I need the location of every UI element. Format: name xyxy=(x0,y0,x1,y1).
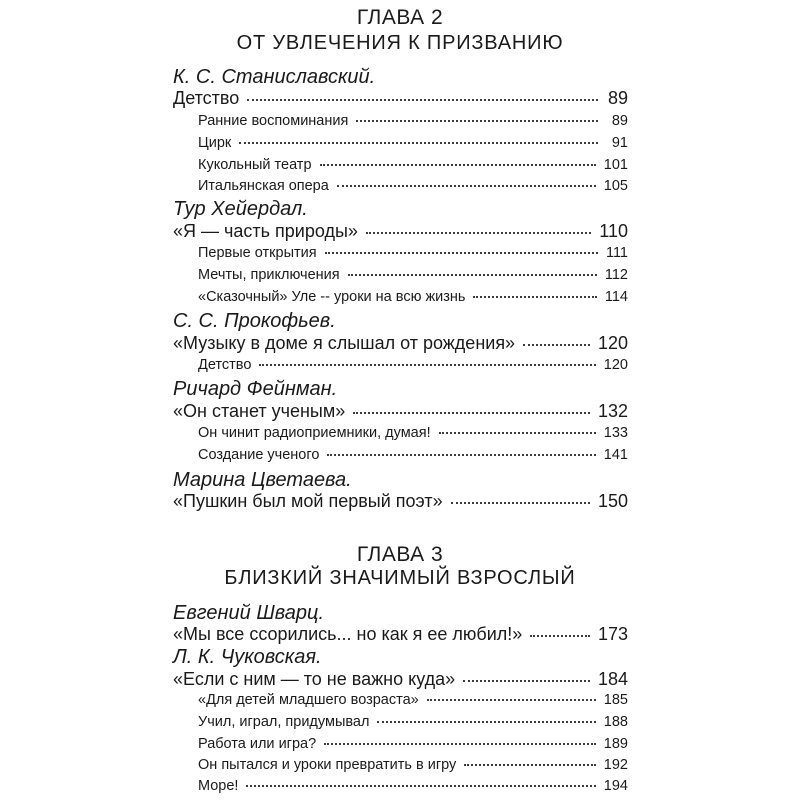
dot-leader xyxy=(325,252,598,254)
toc-entry xyxy=(173,88,628,109)
toc-subentry xyxy=(198,447,628,463)
chapter-title: БЛИЗКИЙ ЗНАЧИМЫЙ ВЗРОСЛЫЙ xyxy=(224,567,576,589)
entry-title: Мечты, приключения xyxy=(198,267,340,283)
entry-title: «Он станет ученым» xyxy=(173,401,346,421)
entry-page: 141 xyxy=(603,447,628,463)
chapter-number: ГЛАВА 3 xyxy=(356,543,444,566)
toc-subentry xyxy=(198,714,628,730)
entry-page: 194 xyxy=(603,778,628,794)
entry-title: Первые открытия xyxy=(198,245,317,261)
entry-title: «Если с ним — то не важно куда» xyxy=(173,669,456,689)
dot-leader xyxy=(348,274,597,276)
chapter-number: ГЛАВА 2 xyxy=(356,6,444,29)
entry-title: Море! xyxy=(198,778,239,794)
entry-title: Создание ученого xyxy=(198,447,320,463)
entry-page: 89 xyxy=(607,88,628,108)
toc-subentry xyxy=(198,357,628,373)
entry-page: 110 xyxy=(599,221,628,241)
entry-page: 101 xyxy=(603,157,628,173)
entry-page: 192 xyxy=(603,757,628,773)
toc-subentry xyxy=(198,778,628,794)
toc-subentry xyxy=(198,245,628,261)
entry-page: 189 xyxy=(603,736,628,752)
entry-page: 132 xyxy=(597,401,628,421)
entry-page: 184 xyxy=(597,669,628,689)
dot-leader xyxy=(356,120,598,122)
toc-subentry xyxy=(198,692,628,708)
entry-page: 150 xyxy=(597,491,628,511)
entry-page: 105 xyxy=(603,178,628,194)
entry-title: «Я — часть природы» xyxy=(173,221,358,241)
toc-subentry xyxy=(198,289,628,305)
entry-title: Детство xyxy=(173,88,240,108)
entry-title: «Сказочный» Уле -- уроки на всю жизнь xyxy=(198,289,466,305)
toc-subentry xyxy=(198,113,628,129)
entry-title: «Музыку в доме я слышал от рождения» xyxy=(173,333,516,353)
section-author: Л. К. Чуковская. xyxy=(173,646,322,668)
dot-leader xyxy=(439,432,596,434)
entry-title: «Для детей младшего возраста» xyxy=(198,692,419,708)
dot-leader xyxy=(464,764,596,766)
dot-leader xyxy=(463,680,590,682)
entry-page: 133 xyxy=(603,425,628,441)
dot-leader xyxy=(523,344,590,346)
entry-title: «Пушкин был мой первый поэт» xyxy=(173,491,443,511)
dot-leader xyxy=(247,99,598,101)
dot-leader xyxy=(427,699,596,701)
dot-leader xyxy=(366,232,591,234)
section-author: К. С. Станиславский. xyxy=(173,66,376,88)
dot-leader xyxy=(451,502,590,504)
dot-leader xyxy=(259,364,595,366)
toc-subentry xyxy=(198,135,628,151)
entry-page: 114 xyxy=(604,289,628,305)
entry-title: Детство xyxy=(198,357,252,373)
entry-page: 89 xyxy=(611,113,628,129)
toc-subentry xyxy=(198,425,628,441)
section-author: Тур Хейердал. xyxy=(173,198,308,220)
entry-title: Кукольный театр xyxy=(198,157,312,173)
dot-leader xyxy=(337,185,596,187)
entry-page: 112 xyxy=(604,267,628,283)
toc-subentry xyxy=(198,736,628,752)
section-author: Евгений Шварц. xyxy=(173,602,324,624)
dot-leader xyxy=(353,412,590,414)
entry-page: 111 xyxy=(605,245,628,261)
dot-leader xyxy=(530,635,590,637)
entry-title: Работа или игра? xyxy=(198,736,317,752)
chapter-title: ОТ УВЛЕЧЕНИЯ К ПРИЗВАНИЮ xyxy=(236,32,564,54)
entry-title: Ранние воспоминания xyxy=(198,113,349,129)
toc-entry xyxy=(173,221,628,242)
dot-leader xyxy=(320,164,596,166)
dot-leader xyxy=(324,743,596,745)
toc-subentry xyxy=(198,267,628,283)
dot-leader xyxy=(473,296,596,298)
entry-title: Итальянская опера xyxy=(198,178,329,194)
section-author: Ричард Фейнман. xyxy=(173,378,338,400)
toc-entry xyxy=(173,491,628,512)
toc-entry xyxy=(173,669,628,690)
entry-page: 185 xyxy=(603,692,628,708)
toc-entry xyxy=(173,401,628,422)
entry-page: 173 xyxy=(597,624,628,644)
dot-leader xyxy=(246,785,595,787)
entry-page: 120 xyxy=(597,333,628,353)
entry-page: 91 xyxy=(611,135,628,151)
dot-leader xyxy=(239,142,598,144)
section-author: С. С. Прокофьев. xyxy=(173,310,336,332)
toc-subentry xyxy=(198,178,628,194)
toc-subentry xyxy=(198,157,628,173)
section-author: Марина Цветаева. xyxy=(173,469,352,491)
toc-entry xyxy=(173,333,628,354)
entry-title: Цирк xyxy=(198,135,232,151)
entry-title: «Мы все ссорились... но как я ее любил!» xyxy=(173,624,523,644)
dot-leader xyxy=(327,454,595,456)
toc-subentry xyxy=(198,757,628,773)
toc-entry xyxy=(173,624,628,645)
entry-title: Он пытался и уроки превратить в игру xyxy=(198,757,457,773)
entry-title: Он чинит радиоприемники, думая! xyxy=(198,425,431,441)
entry-page: 188 xyxy=(603,714,628,730)
entry-title: Учил, играл, придумывал xyxy=(198,714,370,730)
entry-page: 120 xyxy=(603,357,628,373)
dot-leader xyxy=(377,721,595,723)
